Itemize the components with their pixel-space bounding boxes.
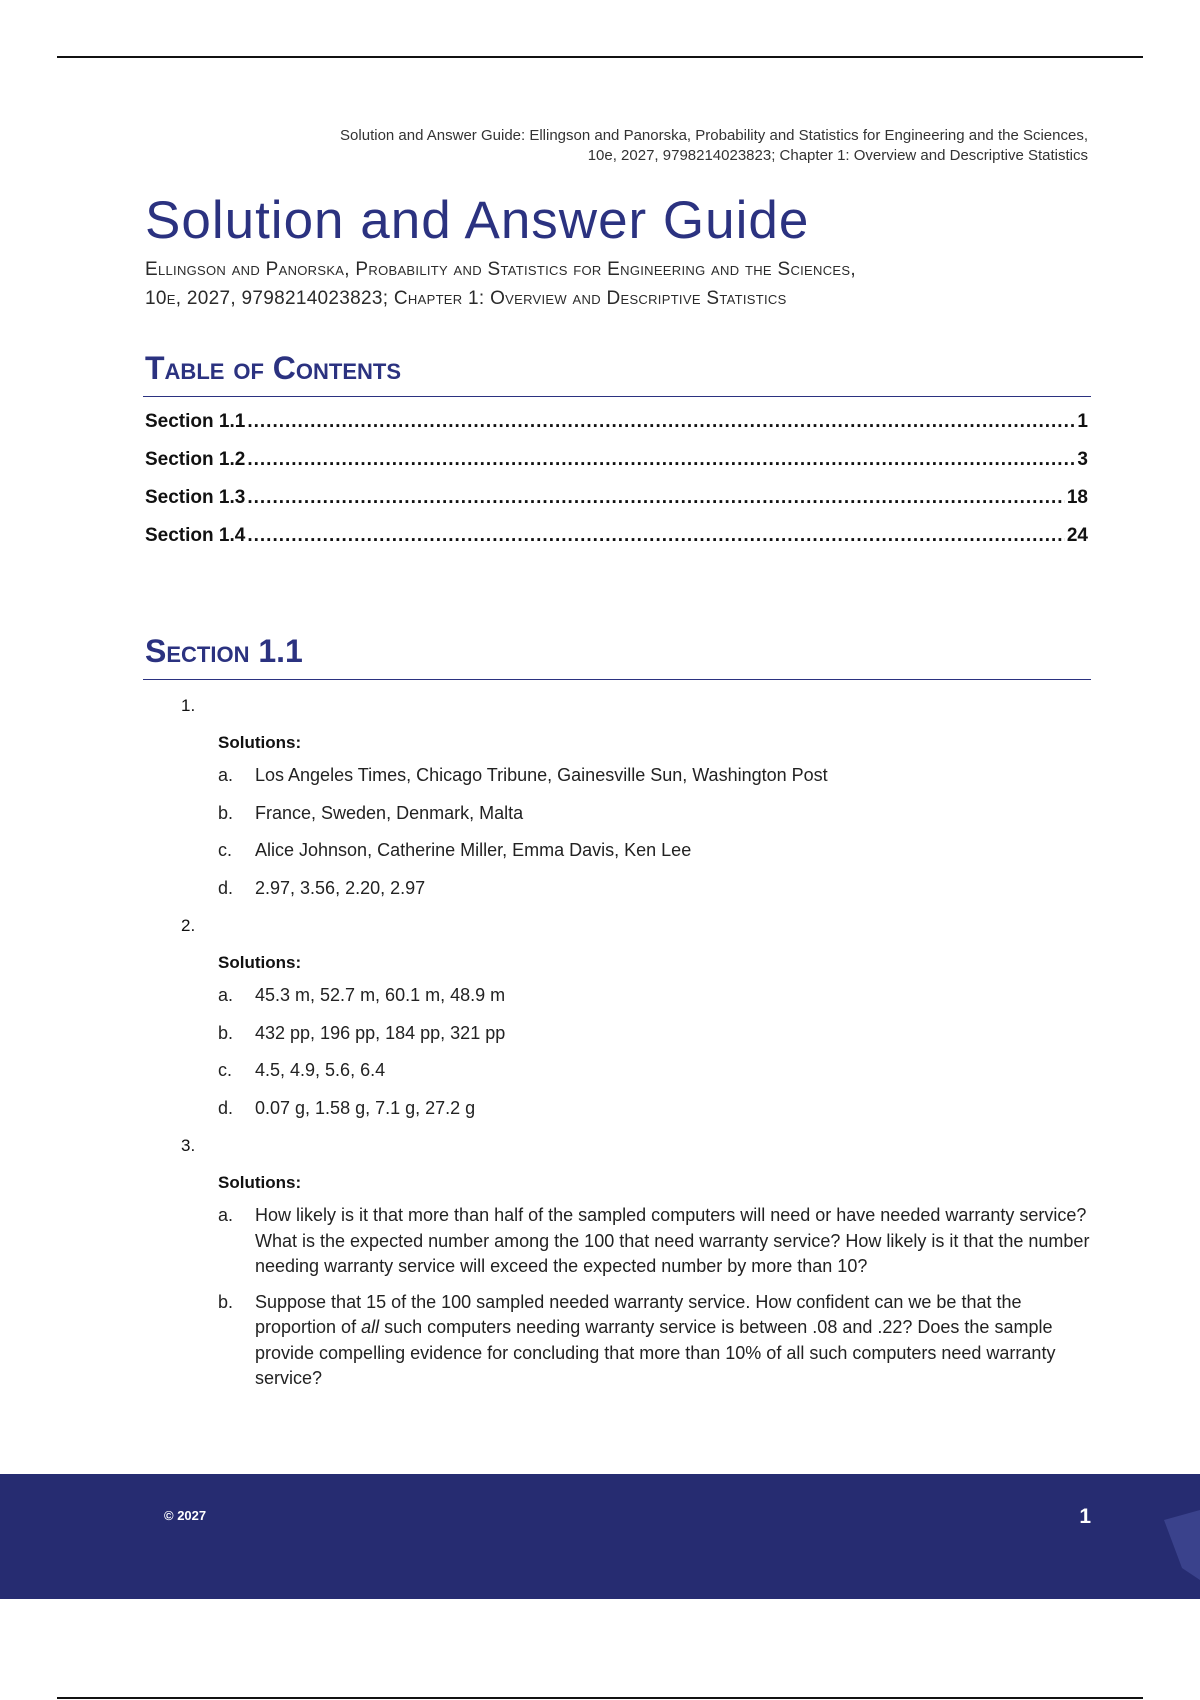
answer-item <box>218 763 1091 789</box>
toc-heading: Table of Contents <box>145 350 401 386</box>
document-subtitle <box>145 255 1105 313</box>
page-footer <box>0 1474 1200 1599</box>
toc-entry-label: Section 1.1 <box>145 411 246 432</box>
toc-entry-page: 3 <box>1077 449 1088 470</box>
toc-entry-page: 18 <box>1066 487 1088 508</box>
toc-entry-1-3[interactable] <box>145 487 1088 525</box>
toc-entry-1-1[interactable] <box>145 411 1088 449</box>
answer-letter: b. <box>218 1022 234 1043</box>
toc-dot-leader <box>247 449 1075 471</box>
answer-letter: b. <box>218 1291 234 1312</box>
answer-letter: a. <box>218 765 234 785</box>
toc-heading-rule <box>143 396 1091 397</box>
question <box>181 913 1091 1121</box>
toc-entry-page: 1 <box>1077 411 1088 432</box>
answer-item <box>218 876 1091 902</box>
footer-decoration-icon <box>1164 1510 1200 1580</box>
solutions-label: Solutions: <box>218 953 302 972</box>
running-header-line-1: Solution and Answer Guide: Ellingson and Panorska, Probability and Statistics for Engineering and the Sciences, <box>340 127 1088 144</box>
answer-letter: d. <box>218 1097 234 1118</box>
question <box>181 1133 1091 1392</box>
copyright: © 2027 <box>164 1508 207 1523</box>
toc-entry-label: Section 1.2 <box>145 449 246 470</box>
table-of-contents <box>145 411 1088 563</box>
document-title: Solution and Answer Guide <box>145 191 810 250</box>
answer-letter: c. <box>218 1060 233 1080</box>
answer-letter: a. <box>218 985 234 1005</box>
answer-letter: d. <box>218 877 234 898</box>
toc-entry-label: Section 1.4 <box>145 525 246 546</box>
question-number: 1. <box>181 696 196 715</box>
answer-item <box>218 983 1091 1009</box>
answer-letter: b. <box>218 802 234 823</box>
answer-letter: a. <box>218 1205 234 1225</box>
answer-text-part: Suppose that 15 of the 100 sampled needed warranty service. How confident can we be that the proportion of <box>255 1291 1022 1337</box>
answer-text-part: such computers needing warranty service is between .08 and .22? Does the sample provide compelling evidence for concluding that more than 10% of all such computers need warranty service? <box>255 1317 1056 1388</box>
running-header-line-2: 10e, 2027, 9798214023823; Chapter 1: Overview and Descriptive Statistics <box>587 147 1088 164</box>
answer-text: Alice Johnson, Catherine Miller, Emma Davis, Ken Lee <box>255 840 692 860</box>
answer-text <box>255 1290 1091 1392</box>
answer-item <box>218 1021 1091 1047</box>
answer-text: France, Sweden, Denmark, Malta <box>255 802 524 823</box>
running-header <box>108 126 1088 166</box>
answer-item <box>218 1096 1091 1122</box>
answer-item <box>218 801 1091 827</box>
toc-dot-leader <box>247 411 1075 433</box>
solutions-label: Solutions: <box>218 1173 302 1192</box>
subtitle-line-1: Ellingson and Panorska, Probability and Statistics for Engineering and the Sciences, <box>145 259 856 280</box>
toc-entry-label: Section 1.3 <box>145 487 246 508</box>
solutions-label: Solutions: <box>218 733 302 752</box>
question-number: 2. <box>181 916 196 935</box>
question-list <box>181 693 1091 1402</box>
section-heading: Section 1.1 <box>145 633 303 669</box>
answer-text-emphasis: all <box>361 1317 380 1337</box>
toc-dot-leader <box>247 525 1065 547</box>
answer-text: 4.5, 4.9, 5.6, 6.4 <box>255 1060 386 1080</box>
toc-entry-page: 24 <box>1066 525 1088 546</box>
bottom-rule <box>57 1697 1143 1699</box>
answer-item <box>218 1203 1091 1280</box>
answer-text: 2.97, 3.56, 2.20, 2.97 <box>255 877 426 898</box>
answer-item <box>218 1058 1091 1084</box>
answer-item <box>218 1290 1091 1392</box>
toc-entry-1-4[interactable] <box>145 525 1088 563</box>
answer-text: 45.3 m, 52.7 m, 60.1 m, 48.9 m <box>255 985 506 1005</box>
question <box>181 693 1091 901</box>
answer-text: Los Angeles Times, Chicago Tribune, Gainesville Sun, Washington Post <box>255 765 828 785</box>
top-rule <box>57 56 1143 58</box>
toc-dot-leader <box>247 487 1065 509</box>
section-heading-rule <box>143 679 1091 680</box>
answer-item <box>218 838 1091 864</box>
question-number: 3. <box>181 1136 196 1155</box>
answer-letter: c. <box>218 840 233 860</box>
answer-text: 432 pp, 196 pp, 184 pp, 321 pp <box>255 1022 506 1043</box>
toc-entry-1-2[interactable] <box>145 449 1088 487</box>
answer-text: 0.07 g, 1.58 g, 7.1 g, 27.2 g <box>255 1097 476 1118</box>
page-number: 1 <box>1079 1505 1091 1528</box>
answer-text: How likely is it that more than half of the sampled computers will need or have needed warranty service? What is the expected number among the 100 that need warranty service? How likely is it that the number needing warranty service will exceed the expected number by more than 10? <box>255 1205 1090 1276</box>
subtitle-line-2: 10e, 2027, 9798214023823; Chapter 1: Overview and Descriptive Statistics <box>145 288 787 309</box>
